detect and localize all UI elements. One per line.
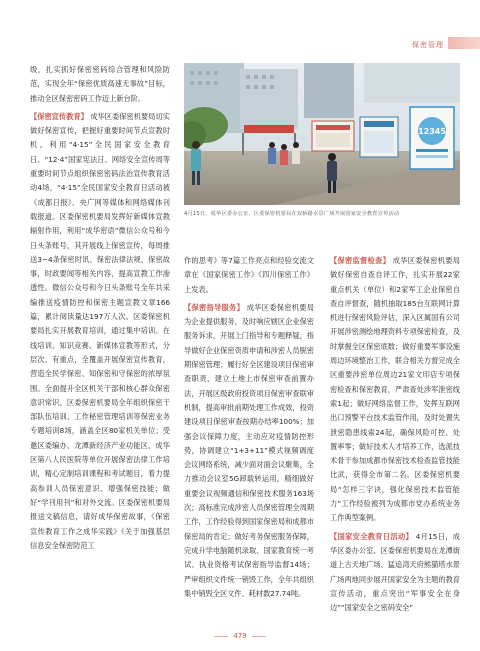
- page-number-dash-left: [214, 636, 228, 637]
- paragraph-text: 成华区委保密机要局做好保密自查自评工作，扎实开展22家重点机关（单位）和2家军工企业保密自查自评督查，随机抽取185台互联网计算机进行保密风险评估，深入区属国有公司开展涉密测绘地理资料专项保密检查，及时掌握全区保密底数；做好重要军事设施周边环境整治工作，联合相关方督完成全区重要涉密单位周边21家文印店专项保密检查和保密教育，严肃查处涉军泄密线索1起；做好网络监督工作，发挥互联网出口预警平台技术监管作用，及时处置失泄密隐患线索24起，确保风险可控、处置率零；做好技术人才培养工作，选派技术骨干参加成都市保密技术检查监管技能比武，获得全市第二名。区委保密机要局“怎样三字诀，强化保密技术监管能力”工作经验被列为成都市党办系统业务工作典型案例。: [330, 256, 460, 523]
- paragraph-text: 4月15日，成华区委办公室、区委保密机要局在龙潭街道上古天地广场、猛追湾天府熊猫塔水景广场两地同步展开国家安全为主题的教育宣传活动，重点突出“军事安全在身边”“国家安全之密码安全”: [330, 531, 460, 613]
- paragraph-text: 作的思考》等7篇工作亮点和经验交流文章在《国家保密工作》《四川保密工作》上发表。: [184, 256, 314, 294]
- page-number-dash-right: [252, 636, 266, 637]
- text-column-3: [330, 254, 460, 615]
- paragraph-text: 成华区委保密机要局为企业提供服务，及时响应辖区企业保密服务诉求，开展上门指导和专题释疑，指导做好企业保密资质申请和涉密人员脱密期保密管理；履行好全区建设项目保密审查职责，建立土地上市保密审查前置办法，开展区级政府投资项目保密审查联审机制，提高审批前期处理工作成效，投资建设项目保密审查按期办结率100%；加强会议保障力度，主动应对疫情防控形势，协调建立“1+3+11”模式视频调度会议网络系统，减少面对面会议聚集，全力推动会议室5G卸载转运用，精细做好重要会议视频通信和保密技术服务163场次；高标准完成涉密人员保密管理全周期工作，工作经验得到国家保密局和成都市保密局的肯定；做好考务保密服务保障，完成升学电脑随机录取、国家教育统一考试、执业资格考试保密指导监督14场；严审组织文件统一销毁工作，全年共组织集中销毁全区文件、耗材数27.74吨。: [184, 302, 314, 598]
- paragraph: [30, 110, 170, 553]
- event-photo: [184, 63, 460, 205]
- paragraph-text: 级，扎实抓好保密密码综合管理和风险防范，实现全年“保密优质高速无事故”目标，推动全区保密密码工作迈上新台阶。: [30, 65, 170, 103]
- section-tag: 保密管理: [412, 41, 444, 49]
- paragraph-text: 成华区委保密机要局切实做好保密宣传，把握好重要时间节点宣教时机，利用“4·15”全民国家安全教育日、“12·4”国家宪法日、网络安全宣传周等重要时间节点组织保密密码法治宣传教育活动4场，“4·15”全民国家安全教育日活动被《成都日报》、央广网等媒体和网络媒体刊载报道。区委保密机要局发挥好新媒体宣教辐射作用，利用“成华密语”微信公众号和今日头条账号，其开展线上保密宣传，每周推送3~4条保密时讯、保密法律法规、保密故事，时政要闻等相关内容，提高宣教工作渗透性。微信公众号和今日头条账号全年共采编推送疫情防控和保密主题宣教文章166篇，累计阅读量达197万人次。区委保密机要局扎实开展教育培训，通过集中培训、在线培训、知识竞赛、新媒体宣教等形式，分层次、有重点，全覆盖开展保密宣传教育，营造全民学保密、知保密和守保密的浓厚氛围。全面提升全区机关干部和核心群众保密意识常识。区委保密机要局全年组织保密干部队伍培训、工作秘密管理培训等保密业务专题培训8场，涵盖全区80家机关单位；受邀区委编办、龙潭新经济产业功能区、成华区第八人民医院等单位开展保密法律工作培训，精心定制培训课程和考试题目，着力提高参训人员保密意识、增强保密技能；做好“学刊用刊”和对外交流。区委保密机要局报送文稿信息，请好成华保密故事，《保密宣传教育工作之成华实践》《关于加强基层信息安全保密防范工: [30, 111, 170, 550]
- paragraph-tag: 【国家安全教育日活动】: [330, 531, 414, 541]
- paragraph: [184, 254, 314, 297]
- paragraph-tag: 【保密监督检查】: [330, 256, 391, 265]
- paragraph-tag: 【保密指导服务】: [184, 302, 245, 312]
- event-photo-illustration: [184, 63, 460, 205]
- text-column-1: [30, 63, 170, 553]
- page-number: [0, 632, 480, 640]
- paragraph-tag: 【保密宣传教育】: [30, 111, 88, 121]
- paragraph: [330, 254, 460, 526]
- section-tag-bar: [448, 37, 480, 49]
- paragraph: [330, 530, 460, 616]
- paragraph: [30, 63, 170, 106]
- page-number-text: 479: [233, 632, 247, 640]
- text-column-2: [184, 254, 314, 601]
- photo-caption: 4月15日，成华区委办公室、区委保密机要局在双桥路水景广场开展国家安全教育宣传活动: [184, 211, 400, 217]
- paragraph: [184, 301, 314, 601]
- photo-sign-text: 12345: [418, 127, 446, 136]
